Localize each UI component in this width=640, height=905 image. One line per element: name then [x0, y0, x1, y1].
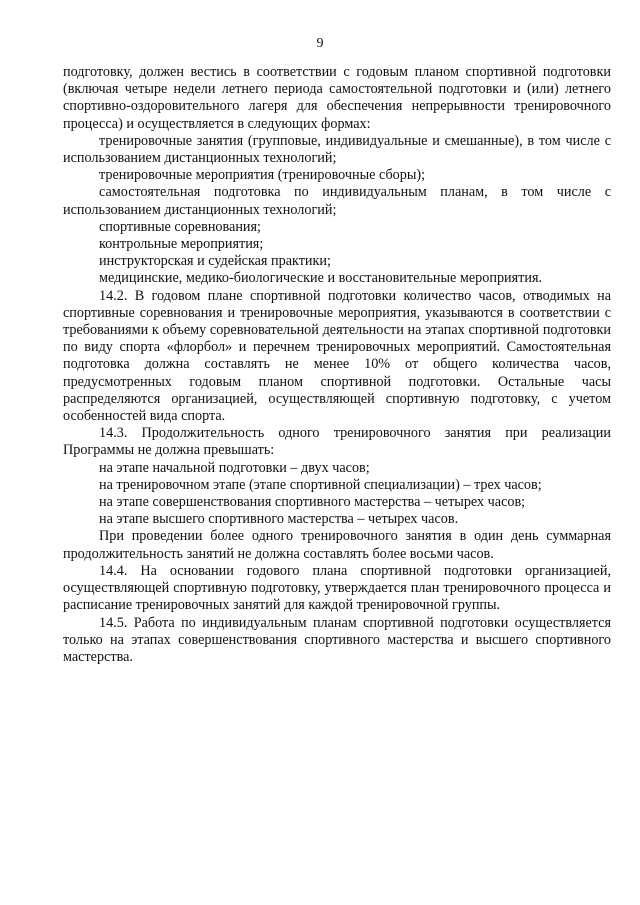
paragraph-14-4: 14.4. На основании годового плана спортивной подготовки организацией, осуществляющей спортивную подготовку, утверждается план тренировочного процесса и расписание тренировочных занятий для каждой тренировочной группы. [63, 562, 611, 614]
list-item-control-events: контрольные мероприятия; [99, 236, 264, 253]
list-item-higher-mastery-stage: на этапе высшего спортивного мастерства – четырех часов. [99, 511, 459, 528]
list-item-training-stage: на тренировочном этапе (этапе спортивной специализации) – трех часов; [99, 476, 542, 493]
paragraph-14-3: 14.3. Продолжительность одного тренировочного занятия при реализации Программы не должна превышать: [63, 425, 611, 459]
list-item-training-sessions: тренировочные занятия (групповые, индивидуальные и смешанные), в том числе с использованием дистанционных технологий; [63, 132, 611, 167]
list-item-improvement-stage: на этапе совершенствования спортивного мастерства – четырех часов; [99, 494, 526, 511]
paragraph-continuation: подготовку, должен вестись в соответствии с годовым планом спортивной подготовки (включая четыре недели летнего периода самостоятельной подготовки и (или) летнего спортивно-оздоровительного лагеря для обеспечения непрерывности тренировочного процесса) и осуществляется в следующих формах: [63, 64, 611, 132]
list-item-initial-stage: на этапе начальной подготовки – двух часов; [99, 459, 370, 476]
page-number: 9 [316, 36, 324, 51]
document-body [63, 64, 611, 666]
list-item-competitions: спортивные соревнования; [99, 218, 261, 235]
list-item-self-preparation: самостоятельная подготовка по индивидуальным планам, в том числе с использованием дистанционных технологий; [63, 184, 611, 218]
list-item-instructor-practice: инструкторская и судейская практики; [99, 253, 331, 270]
list-item-training-events: тренировочные мероприятия (тренировочные сборы); [99, 167, 426, 184]
paragraph-multiple-sessions: При проведении более одного тренировочного занятия в один день суммарная продолжительность занятий не должна составлять более восьми часов. [63, 528, 611, 562]
list-item-medical-events: медицинские, медико-биологические и восстановительные мероприятия. [99, 270, 543, 287]
paragraph-14-2: 14.2. В годовом плане спортивной подготовки количество часов, отводимых на спортивные соревнования и тренировочные мероприятия, указываются в соответствии с требованиями к объему соревновательной деятельности на этапах спортивной подготовки по виду спорта «флорбол» и перечнем тренировочных мероприятий. Самостоятельная подготовка должна составлять не менее 10% от общего количества часов, предусмотренных годовым планом спортивной подготовки. Остальные часы распределяются организацией, осуществляющей спортивную подготовку, с учетом особенностей вида спорта. [63, 287, 611, 425]
paragraph-14-5: 14.5. Работа по индивидуальным планам спортивной подготовки осуществляется только на этапах совершенствования спортивного мастерства и высшего спортивного мастерства. [63, 614, 611, 665]
